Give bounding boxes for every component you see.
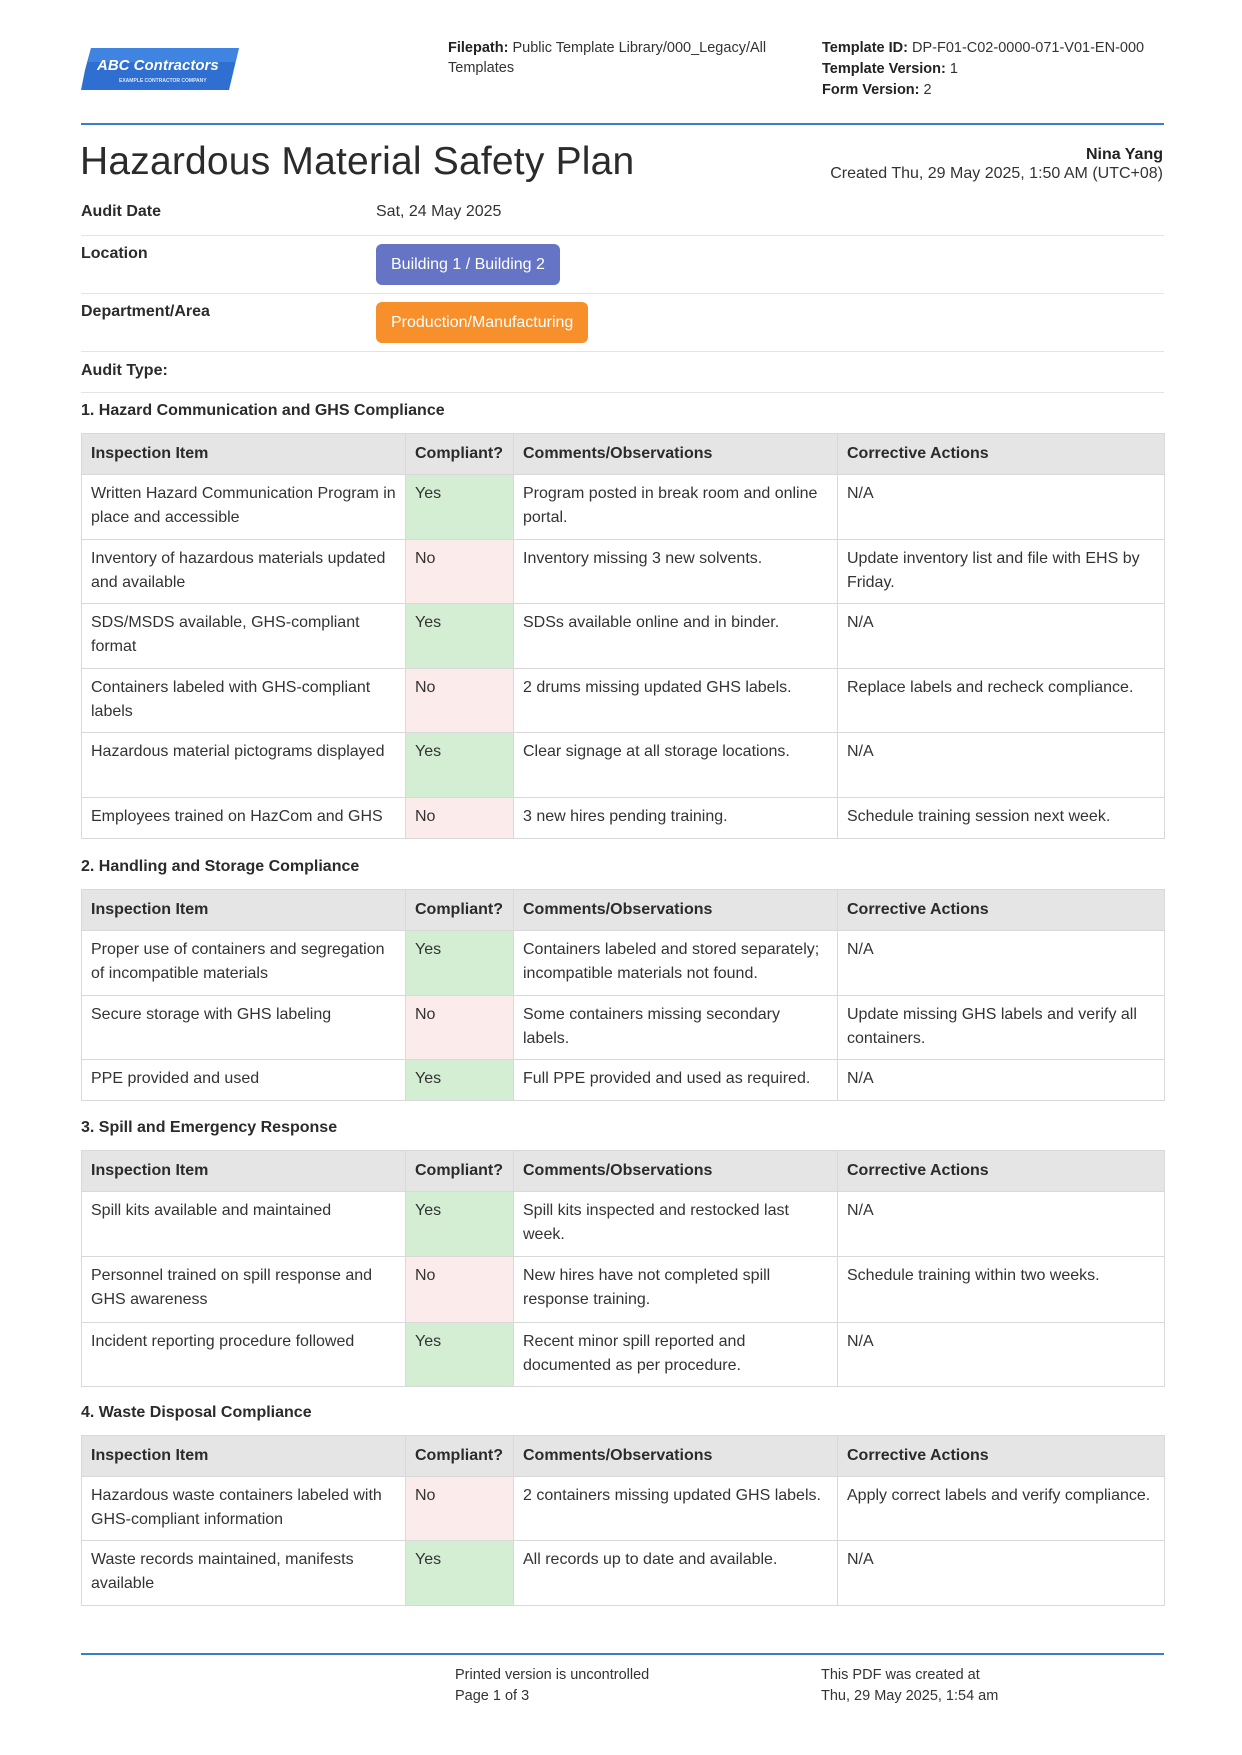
cell-action: N/A <box>838 1323 1165 1387</box>
cell-item: Secure storage with GHS labeling <box>82 996 406 1060</box>
template-id-label: Template ID: <box>822 40 908 56</box>
cell-item: SDS/MSDS available, GHS-compliant format <box>82 604 406 669</box>
table-row <box>82 1541 1165 1606</box>
template-version-line <box>822 59 1167 80</box>
location-label: Location <box>81 245 148 262</box>
footer-created-label: This PDF was created at <box>821 1667 980 1683</box>
logo-text: ABC Contractors <box>97 57 219 74</box>
page-header <box>81 36 1165 124</box>
cell-action: Update missing GHS labels and verify all containers. <box>838 996 1165 1060</box>
cell-action: N/A <box>838 1541 1165 1606</box>
cell-compliant: No <box>406 1257 514 1323</box>
table-row <box>82 798 1165 839</box>
cell-item: Employees trained on HazCom and GHS <box>82 798 406 839</box>
table-row <box>82 733 1165 798</box>
table-row <box>82 1060 1165 1101</box>
cell-comment: Clear signage at all storage locations. <box>514 733 838 798</box>
cell-comment: 2 drums missing updated GHS labels. <box>514 669 838 733</box>
author-name: Nina Yang <box>1085 146 1163 163</box>
section-title: 3. Spill and Emergency Response <box>81 1119 338 1136</box>
cell-comment: Full PPE provided and used as required. <box>514 1060 838 1101</box>
cell-item: Incident reporting procedure followed <box>82 1323 406 1387</box>
cell-comment: Some containers missing secondary labels. <box>514 996 838 1060</box>
footer-created <box>821 1665 998 1707</box>
audit-date-row <box>81 198 1164 236</box>
table-row <box>82 669 1165 733</box>
form-version-line <box>822 80 1167 101</box>
template-version-value: 1 <box>949 61 958 77</box>
cell-compliant: Yes <box>406 1323 514 1387</box>
cell-action: Schedule training within two weeks. <box>838 1257 1165 1323</box>
cell-compliant: Yes <box>406 733 514 798</box>
table-row <box>82 1257 1165 1323</box>
cell-compliant: No <box>406 669 514 733</box>
cell-item: Written Hazard Communication Program in place and accessible <box>82 475 406 540</box>
template-meta <box>822 38 1167 101</box>
cell-compliant: Yes <box>406 1060 514 1101</box>
cell-item: Containers labeled with GHS-compliant labels <box>82 669 406 733</box>
table-row <box>82 931 1165 996</box>
table-header-row <box>82 1151 1165 1192</box>
footer-created-timestamp: Thu, 29 May 2025, 1:54 am <box>821 1688 999 1704</box>
cell-comment: Spill kits inspected and restocked last week. <box>514 1192 838 1257</box>
audit-type-row <box>81 352 1164 393</box>
audit-date-label: Audit Date <box>81 203 161 220</box>
col-header-actions: Corrective Actions <box>838 890 1165 931</box>
section-title: 1. Hazard Communication and GHS Compliance <box>81 402 445 419</box>
template-version-label: Template Version: <box>822 61 946 77</box>
inspection-table <box>81 889 1165 1101</box>
cell-item: Spill kits available and maintained <box>82 1192 406 1257</box>
cell-item: Waste records maintained, manifests available <box>82 1541 406 1606</box>
filepath-value: Public Template Library/000_Legacy/All Templates <box>448 40 767 76</box>
cell-item: Hazardous waste containers labeled with GHS-compliant information <box>82 1477 406 1541</box>
location-row <box>81 236 1164 294</box>
cell-action: N/A <box>838 1192 1165 1257</box>
col-header-actions: Corrective Actions <box>838 1151 1165 1192</box>
cell-comment: All records up to date and available. <box>514 1541 838 1606</box>
cell-action: N/A <box>838 604 1165 669</box>
cell-compliant: Yes <box>406 604 514 669</box>
table-row <box>82 604 1165 669</box>
col-header-comments: Comments/Observations <box>514 1151 838 1192</box>
cell-action: N/A <box>838 1060 1165 1101</box>
cell-action: Update inventory list and file with EHS by Friday. <box>838 540 1165 604</box>
company-logo <box>81 46 239 92</box>
department-badge: Production/Manufacturing <box>376 302 588 343</box>
cell-compliant: Yes <box>406 931 514 996</box>
department-label: Department/Area <box>81 303 210 320</box>
cell-comment: 3 new hires pending training. <box>514 798 838 839</box>
col-header-item: Inspection Item <box>82 434 406 475</box>
inspection-table <box>81 433 1165 839</box>
cell-action: N/A <box>838 733 1165 798</box>
cell-item: Hazardous material pictograms displayed <box>82 733 406 798</box>
cell-action: N/A <box>838 475 1165 540</box>
table-header-row <box>82 890 1165 931</box>
cell-action: Schedule training session next week. <box>838 798 1165 839</box>
filepath-block <box>448 38 778 78</box>
logo-subtext: EXAMPLE CONTRACTOR COMPANY <box>119 78 207 84</box>
cell-compliant: No <box>406 798 514 839</box>
cell-comment: Containers labeled and stored separately; incompatible materials not found. <box>514 931 838 996</box>
table-row <box>82 475 1165 540</box>
col-header-comments: Comments/Observations <box>514 890 838 931</box>
table-row <box>82 1477 1165 1541</box>
col-header-compliant: Compliant? <box>406 1436 514 1477</box>
form-version-value: 2 <box>923 82 932 98</box>
col-header-item: Inspection Item <box>82 1436 406 1477</box>
footer-divider <box>81 1653 1164 1655</box>
table-row <box>82 540 1165 604</box>
section-title: 4. Waste Disposal Compliance <box>81 1404 312 1421</box>
template-id-line <box>822 38 1167 59</box>
col-header-comments: Comments/Observations <box>514 1436 838 1477</box>
section-title: 2. Handling and Storage Compliance <box>81 858 360 875</box>
header-divider <box>81 123 1164 125</box>
audit-date-value: Sat, 24 May 2025 <box>376 203 502 220</box>
cell-comment: Recent minor spill reported and documented as per procedure. <box>514 1323 838 1387</box>
page-title: Hazardous Material Safety Plan <box>80 140 635 183</box>
cell-compliant: No <box>406 540 514 604</box>
col-header-item: Inspection Item <box>82 890 406 931</box>
cell-comment: 2 containers missing updated GHS labels. <box>514 1477 838 1541</box>
cell-comment: New hires have not completed spill response training. <box>514 1257 838 1323</box>
col-header-actions: Corrective Actions <box>838 1436 1165 1477</box>
col-header-actions: Corrective Actions <box>838 434 1165 475</box>
table-header-row <box>82 434 1165 475</box>
cell-comment: Program posted in break room and online portal. <box>514 475 838 540</box>
inspection-table <box>81 1150 1165 1387</box>
cell-action: Replace labels and recheck compliance. <box>838 669 1165 733</box>
cell-compliant: Yes <box>406 475 514 540</box>
col-header-comments: Comments/Observations <box>514 434 838 475</box>
cell-compliant: No <box>406 996 514 1060</box>
col-header-compliant: Compliant? <box>406 1151 514 1192</box>
created-timestamp: Created Thu, 29 May 2025, 1:50 AM (UTC+08) <box>830 165 1163 182</box>
cell-comment: Inventory missing 3 new solvents. <box>514 540 838 604</box>
cell-compliant: Yes <box>406 1541 514 1606</box>
footer-print-note <box>455 1665 649 1707</box>
cell-item: PPE provided and used <box>82 1060 406 1101</box>
audit-type-label: Audit Type: <box>81 362 168 379</box>
cell-action: Apply correct labels and verify compliance. <box>838 1477 1165 1541</box>
cell-comment: SDSs available online and in binder. <box>514 604 838 669</box>
footer-uncontrolled-note: Printed version is uncontrolled <box>455 1667 650 1683</box>
department-row <box>81 294 1164 352</box>
page-number: Page 1 of 3 <box>455 1688 530 1704</box>
location-badge: Building 1 / Building 2 <box>376 244 560 285</box>
template-id-value: DP-F01-C02-0000-071-V01-EN-000 <box>911 40 1145 56</box>
table-header-row <box>82 1436 1165 1477</box>
table-row <box>82 1192 1165 1257</box>
table-row <box>82 1323 1165 1387</box>
table-row <box>82 996 1165 1060</box>
cell-compliant: Yes <box>406 1192 514 1257</box>
cell-compliant: No <box>406 1477 514 1541</box>
cell-item: Personnel trained on spill response and GHS awareness <box>82 1257 406 1323</box>
form-version-label: Form Version: <box>822 82 920 98</box>
col-header-item: Inspection Item <box>82 1151 406 1192</box>
cell-item: Proper use of containers and segregation of incompatible materials <box>82 931 406 996</box>
author-block <box>830 145 1163 183</box>
filepath-label: Filepath: <box>448 40 509 56</box>
col-header-compliant: Compliant? <box>406 890 514 931</box>
cell-action: N/A <box>838 931 1165 996</box>
cell-item: Inventory of hazardous materials updated and available <box>82 540 406 604</box>
col-header-compliant: Compliant? <box>406 434 514 475</box>
inspection-table <box>81 1435 1165 1606</box>
